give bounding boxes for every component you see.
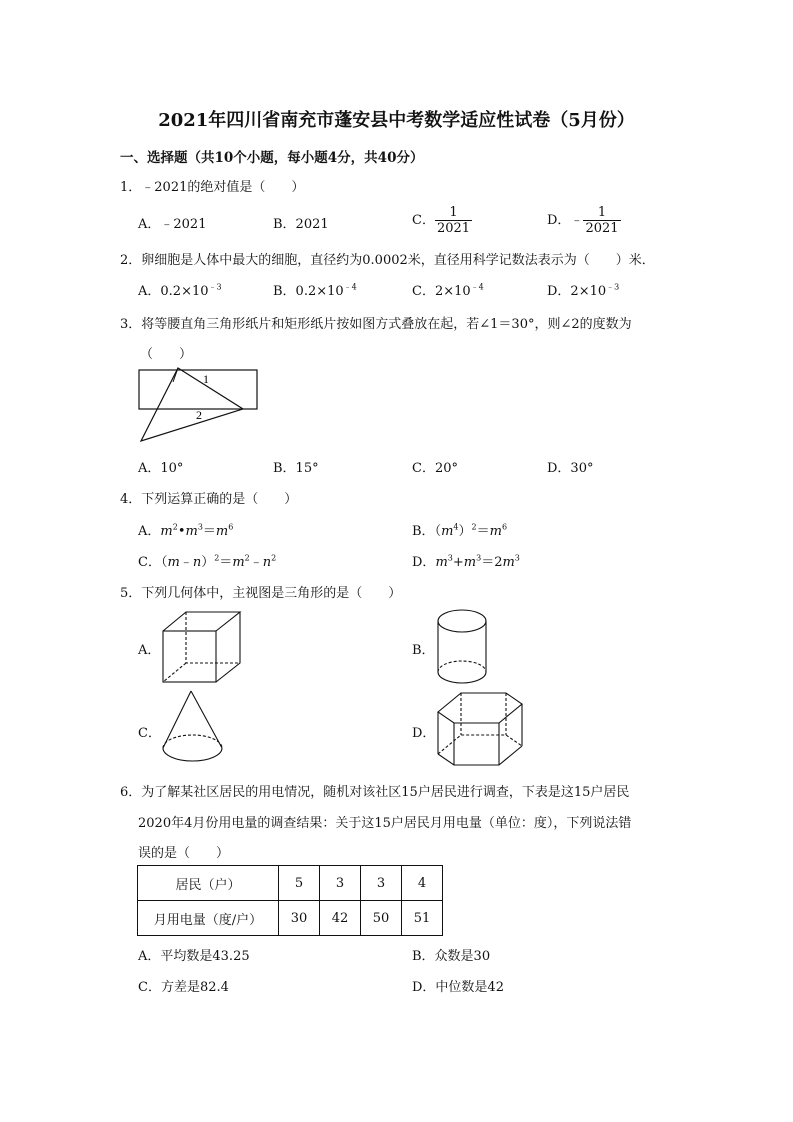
q3-stem: 3．将等腰直角三角形纸片和矩形纸片按如图方式叠放在起，若∠1＝30°，则∠2的度数为 <box>120 317 632 332</box>
table-cell: 50 <box>361 901 402 936</box>
prism-bottom-back <box>438 735 522 754</box>
cube-figure <box>160 609 244 685</box>
exponent: ﹣4 <box>470 282 484 292</box>
angle-1-label: 1 <box>203 372 209 386</box>
q2-option-b <box>273 280 357 299</box>
cube-top-face <box>163 612 240 631</box>
table-row-header: 月用电量（度/户） <box>138 901 279 936</box>
q6-option-c: C．方差是82.4 <box>138 980 229 995</box>
hexagonal-prism-figure <box>434 688 526 768</box>
q4-option-a: A．$m^2•m^3=m^6$ <box>138 522 234 539</box>
table-row <box>138 901 443 936</box>
rectangle-paper <box>139 370 257 409</box>
fraction-numerator: 1 <box>435 205 472 221</box>
q1-option-c <box>412 205 472 236</box>
fraction-denominator: 2021 <box>436 221 471 236</box>
angle-2-label: 2 <box>196 408 202 422</box>
cone-base-back <box>163 735 222 748</box>
option-label: B． <box>412 524 435 539</box>
q5-option-d: D． <box>412 726 436 741</box>
table-row-header: 居民（户） <box>138 866 279 901</box>
option-text: D．2×10 <box>547 284 607 299</box>
section-heading: 一、选择题（共10个小题，每小题4分，共40分） <box>120 150 424 166</box>
q1-option-a: A．﹣2021 <box>138 217 207 232</box>
option-label: D． <box>412 555 436 570</box>
table-cell: 5 <box>279 866 320 901</box>
q5-option-a: A． <box>138 643 161 658</box>
q1-option-d <box>547 205 621 236</box>
exponent: ﹣3 <box>208 282 222 292</box>
table-row <box>138 866 443 901</box>
q5-stem: 5．下列几何体中，主视图是三角形的是（ ） <box>120 586 402 601</box>
q5-option-c: C． <box>138 726 161 741</box>
option-text: A．0.2×10 <box>138 284 209 299</box>
q6-option-d: D．中位数是42 <box>412 980 504 995</box>
table-cell: 3 <box>361 866 402 901</box>
q1-option-d-fraction <box>583 205 620 236</box>
q1-option-c-fraction <box>435 205 472 236</box>
cylinder-bottom-back <box>438 661 486 672</box>
electricity-table <box>137 865 443 936</box>
q1-stem: 1．﹣2021的绝对值是（ ） <box>120 180 305 195</box>
prism-bottom-front <box>438 746 522 765</box>
option-label: A． <box>138 524 161 539</box>
prism-top-face <box>438 693 522 723</box>
exponent: ﹣4 <box>343 282 357 292</box>
option-text: B．0.2×10 <box>273 284 344 299</box>
page-title: 2021年四川省南充市蓬安县中考数学适应性试卷（5月份） <box>158 110 635 131</box>
cube-hidden-edge <box>163 663 186 682</box>
q1-option-b: B．2021 <box>273 217 329 232</box>
q3-answer-paren: （ ） <box>140 347 193 362</box>
cone-base-front <box>163 748 222 761</box>
q6-stem-line1: 6．为了解某社区居民的用电情况，随机对该社区15户居民进行调查，下表是这15户居民 <box>120 785 630 800</box>
q1-option-d-label: D．﹣ <box>547 213 584 228</box>
option-text: C．2×10 <box>412 284 471 299</box>
cube-front-face <box>163 631 216 682</box>
fraction-numerator: 1 <box>583 205 620 221</box>
exponent: ﹣3 <box>606 282 620 292</box>
q5-option-b: B． <box>412 643 435 658</box>
q2-option-d <box>547 280 619 299</box>
cylinder-bottom-front <box>438 672 486 683</box>
table-cell: 3 <box>320 866 361 901</box>
cube-hidden-edges <box>186 612 240 663</box>
q4-option-c: C．$(m﹣n)^2=m^2﹣n^2$ <box>138 553 277 570</box>
q3-figure <box>130 364 265 446</box>
q3-option-a: A．10° <box>138 461 184 476</box>
q6-option-b: B．众数是30 <box>412 949 491 964</box>
q2-stem: 2．卵细胞是人体中最大的细胞，直径约为0.0002米，直径用科学记数法表示为（ ）米． <box>120 253 655 268</box>
q3-option-c: C．20° <box>412 461 458 476</box>
cone-side-right <box>191 691 222 748</box>
q6-stem-line3: 误的是（ ） <box>138 846 230 861</box>
table-cell: 30 <box>279 901 320 936</box>
cone-side-left <box>163 691 191 748</box>
triangle-paper <box>141 368 243 441</box>
q6-option-a: A．平均数是43.25 <box>138 949 250 964</box>
cube-right-face <box>216 612 240 682</box>
q3-option-d: D．30° <box>547 461 594 476</box>
cylinder-top <box>438 610 486 632</box>
table-cell: 51 <box>402 901 443 936</box>
q2-option-a <box>138 280 222 299</box>
q1-option-c-label: C． <box>412 213 435 228</box>
option-label: C． <box>138 555 161 570</box>
table-cell: 42 <box>320 901 361 936</box>
q4-option-d: D．$m^3+m^3=2m^3$ <box>412 553 520 570</box>
cone-figure <box>158 688 228 770</box>
q3-option-b: B．15° <box>273 461 319 476</box>
table-cell: 4 <box>402 866 443 901</box>
q2-option-c <box>412 280 484 299</box>
q6-stem-line2: 2020年4月份用电量的调查结果：关于这15户居民月用电量（单位：度），下列说法错 <box>138 816 632 831</box>
cylinder-figure <box>434 606 490 688</box>
q4-option-b: B．$(m^4)^2=m^6$ <box>412 522 508 539</box>
fraction-denominator: 2021 <box>585 221 619 236</box>
q4-stem: 4．下列运算正确的是（ ） <box>120 492 298 507</box>
